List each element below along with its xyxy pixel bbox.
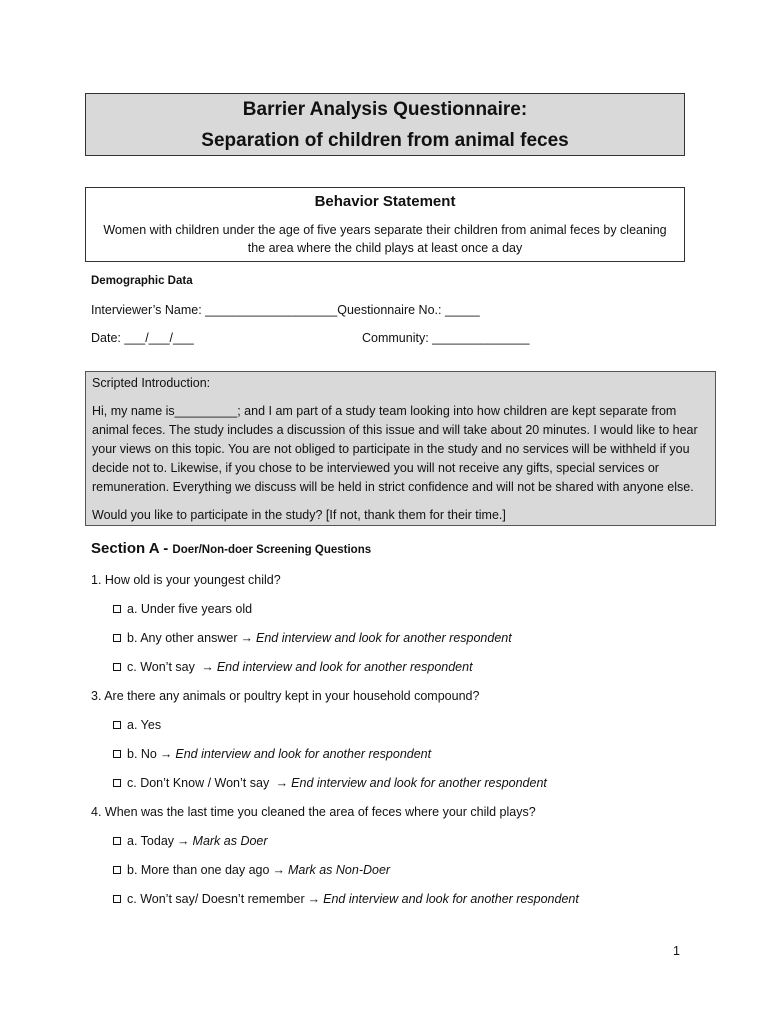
checkbox-icon[interactable] [113, 663, 121, 671]
question-3-option-a[interactable]: a. Yes [113, 718, 161, 732]
checkbox-icon[interactable] [113, 721, 121, 729]
date-field: Date: ___/___/___ [91, 331, 194, 345]
question-3-option-b[interactable]: b. No → End interview and look for another respondent [113, 747, 431, 761]
arrow-right-icon: → [272, 863, 285, 877]
question-3: 3. Are there any animals or poultry kept in your household compound? [91, 689, 480, 703]
question-4-option-a[interactable]: a. Today → Mark as Doer [113, 834, 268, 848]
checkbox-icon[interactable] [113, 837, 121, 845]
question-3-option-c[interactable]: c. Don’t Know / Won’t say → End interview and look for another respondent [113, 776, 547, 790]
scripted-introduction-box [85, 371, 716, 526]
behavior-text: Women with children under the age of five years separate their children from animal feces by cleaning the area where the child plays at least once a day [103, 223, 667, 255]
question-4-option-b[interactable]: b. More than one day ago → Mark as Non-Doer [113, 863, 390, 877]
arrow-right-icon: → [275, 776, 289, 790]
intro-line: animal feces. The study includes a discussion of this issue and will take about 20 minutes. I would like to hear [92, 423, 698, 437]
intro-question: Would you like to participate in the study? [If not, thank them for their time.] [92, 508, 506, 522]
page-number: 1 [673, 944, 680, 958]
question-1-option-c[interactable]: c. Won’t say → End interview and look for another respondent [113, 660, 473, 674]
title-line-2: Separation of children from animal feces [201, 130, 569, 151]
behavior-statement-box [85, 187, 685, 262]
arrow-right-icon: → [159, 747, 173, 761]
checkbox-icon[interactable] [113, 866, 121, 874]
checkbox-icon[interactable] [113, 779, 121, 787]
question-1-option-a[interactable]: a. Under five years old [113, 602, 252, 616]
arrow-right-icon: → [201, 660, 214, 674]
behavior-heading: Behavior Statement [314, 193, 456, 210]
title-line-1: Barrier Analysis Questionnaire: [242, 99, 528, 120]
question-4: 4. When was the last time you cleaned the area of feces where your child plays? [91, 805, 536, 819]
checkbox-icon[interactable] [113, 634, 121, 642]
checkbox-icon[interactable] [113, 895, 121, 903]
section-a-sub: Doer/Non-doer Screening Questions [172, 544, 372, 556]
intro-line: decide not to. Likewise, if you chose to be interviewed you will not receive any gifts, special services or [92, 461, 659, 475]
arrow-right-icon: → [307, 892, 321, 906]
interviewer-field: Interviewer’s Name: ___________________Questionnaire No.: _____ [91, 303, 480, 317]
section-a-main: Section A - [91, 540, 173, 557]
checkbox-icon[interactable] [113, 605, 121, 613]
demographic-heading: Demographic Data [91, 275, 193, 287]
community-field: Community: ______________ [362, 331, 530, 345]
section-a-title [91, 540, 371, 558]
questionnaire-title [85, 93, 685, 156]
intro-line: your views on this topic. You are not obliged to participate in the study and no services will be withheld if you [92, 442, 690, 456]
intro-line: Hi, my name is_________; and I am part of a study team looking into how children are kept separate from [92, 404, 677, 418]
intro-line: remuneration. Everything we discuss will be held in strict confidence and will not be shared with anyone else. [92, 480, 694, 494]
arrow-right-icon: → [240, 631, 253, 645]
question-4-option-c[interactable]: c. Won’t say/ Doesn’t remember → End interview and look for another respondent [113, 892, 579, 906]
arrow-right-icon: → [177, 834, 190, 848]
question-1-option-b[interactable]: b. Any other answer → End interview and look for another respondent [113, 631, 512, 645]
checkbox-icon[interactable] [113, 750, 121, 758]
question-1: 1. How old is your youngest child? [91, 573, 281, 587]
intro-label: Scripted Introduction: [92, 376, 211, 390]
